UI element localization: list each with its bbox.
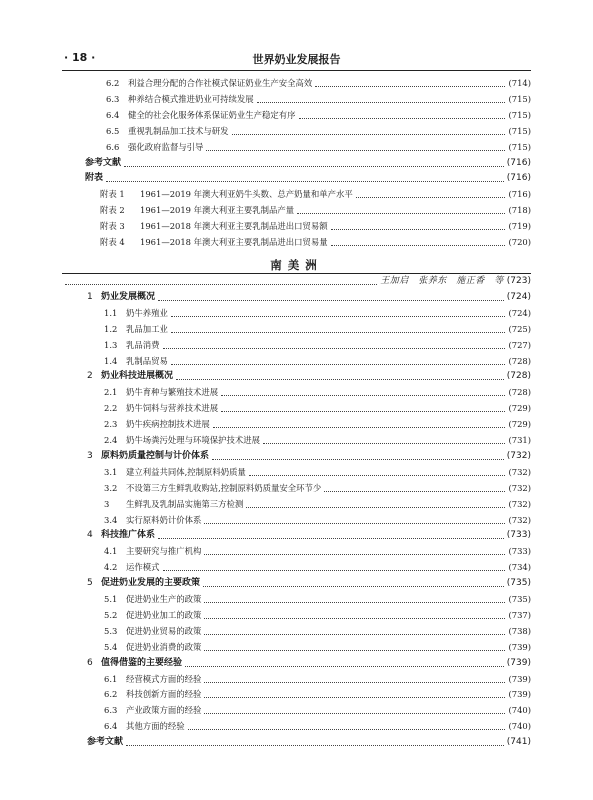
chapter-entry[interactable] (87, 527, 531, 543)
dot-leader (171, 364, 506, 365)
section-entry[interactable] (104, 512, 531, 528)
toc-entry-page: (724) (506, 291, 531, 302)
toc-entry-number: 附表 3 (100, 221, 125, 232)
toc-entry-number: 6.4 (106, 109, 120, 120)
dot-leader (171, 316, 506, 317)
toc-entry-label: 附表 (85, 173, 104, 184)
toc-entry-number: 6.6 (106, 141, 120, 152)
toc-entry-number: 附表 2 (100, 205, 125, 216)
dot-leader (204, 602, 505, 603)
dot-leader (221, 411, 505, 412)
toc-entry-number: 6.5 (106, 125, 120, 136)
toc-entry-label: 主要研究与推广机构 (126, 546, 202, 557)
toc-entry-number: 4.1 (104, 546, 118, 557)
toc-entry-page: (739) (508, 689, 531, 700)
section-entry[interactable] (104, 464, 531, 480)
toc-entry[interactable] (106, 107, 531, 123)
toc-entry-page: (739) (508, 641, 531, 652)
toc-entry-label: 实行原料奶计价体系 (126, 514, 202, 525)
dot-leader (65, 284, 377, 285)
dot-leader (206, 150, 505, 151)
references-entry[interactable] (87, 734, 531, 750)
dot-leader (356, 197, 506, 198)
toc-entry-number: 6.1 (104, 673, 118, 684)
toc-entry-page: (732) (508, 466, 531, 477)
toc-entry-number: 2.3 (104, 419, 118, 430)
toc-entry-label: 经营模式方面的经验 (126, 673, 202, 684)
toc-entry-label: 乳品消费 (126, 339, 160, 350)
toc-entry-page: (732) (508, 514, 531, 525)
toc-entry-label: 运作模式 (126, 562, 160, 573)
toc-entry-number: 1 (87, 291, 93, 302)
toc-entry-number: 1.2 (104, 323, 118, 334)
toc-entry-page: (728) (508, 355, 531, 366)
toc-entry-number: 3 (104, 498, 110, 509)
dot-leader (232, 134, 506, 135)
chapter-entry[interactable] (87, 289, 531, 305)
toc-entry-label: 奶业发展概况 (101, 291, 156, 302)
section-entry[interactable] (104, 432, 531, 448)
toc-entry-number: 附表 1 (100, 189, 125, 200)
toc-entry-number: 6.4 (104, 721, 118, 732)
toc-entry-page: (719) (508, 221, 531, 232)
toc-entry-page: (723) (506, 276, 531, 286)
dot-leader (204, 523, 505, 524)
toc-entry-label: 不设第三方生鲜乳收购站,控制原料奶质量安全环节少 (126, 482, 322, 493)
dot-leader (185, 666, 504, 667)
section-entry[interactable] (104, 321, 531, 337)
section-entry[interactable] (104, 559, 531, 575)
section-entry[interactable] (104, 671, 531, 687)
toc-entry-number: 5 (87, 578, 93, 589)
toc-entry-page: (716) (506, 173, 531, 184)
toc-entry-number: 6 (87, 657, 93, 668)
section-entry[interactable] (104, 639, 531, 655)
appendix-table-entry[interactable] (100, 234, 531, 250)
dot-leader (331, 229, 506, 230)
toc-entry-page: (728) (506, 371, 531, 382)
toc-entry-number: 1.4 (104, 355, 118, 366)
toc-entry-label: 奶牛育种与繁殖技术进展 (126, 387, 219, 398)
toc-entry-page: (740) (508, 721, 531, 732)
chapter-entry[interactable] (87, 575, 531, 591)
toc-entry-label: 生鲜乳及乳制品实施第三方检测 (126, 498, 244, 509)
toc-entry-label: 产业政策方面的经验 (126, 705, 202, 716)
dot-leader (212, 459, 504, 460)
toc-entry-page: (733) (508, 546, 531, 557)
dot-leader (163, 348, 506, 349)
toc-entry-page: (732) (508, 482, 531, 493)
toc-entry-number: 5.3 (104, 625, 118, 636)
toc-entry-label: 科技推广体系 (101, 530, 156, 541)
section-entry[interactable] (104, 353, 531, 369)
toc-entry-number: 2.4 (104, 435, 118, 445)
dot-leader (204, 713, 505, 714)
toc-entry-page: (735) (506, 578, 531, 589)
section-entry[interactable] (104, 591, 531, 607)
section-entry[interactable] (104, 384, 531, 400)
dot-leader (246, 507, 505, 508)
dot-leader (249, 475, 506, 476)
section-entry[interactable] (104, 480, 531, 496)
toc-entry-page: (728) (508, 387, 531, 398)
dot-leader (297, 213, 505, 214)
dot-leader (203, 586, 504, 587)
dot-leader (204, 554, 505, 555)
toc-entry-number: 3.4 (104, 514, 118, 525)
toc-entry-page: (716) (508, 189, 531, 200)
toc-entry[interactable] (106, 123, 531, 139)
dot-leader (106, 181, 504, 182)
dot-leader (158, 300, 504, 301)
toc-entry-page: (737) (508, 609, 531, 620)
references-entry[interactable] (85, 155, 531, 171)
toc-entry-label: 值得借鉴的主要经验 (101, 657, 183, 668)
chapter-entry[interactable] (87, 448, 531, 464)
toc-entry-label: 乳品加工业 (126, 323, 168, 334)
toc-entry-label: 1961—2019 年澳大利亚主要乳制品产量 (140, 205, 295, 216)
section-entry[interactable] (104, 305, 531, 321)
region-title: 南美洲 (270, 258, 323, 272)
section-entry[interactable] (104, 718, 531, 734)
dot-leader (299, 118, 506, 119)
toc-entry-label: 健全的社会化服务体系保证奶业生产稳定有序 (128, 109, 296, 120)
dot-leader (257, 102, 506, 103)
toc-entry-label: 促进奶业贸易的政策 (126, 625, 202, 636)
toc-entry-number: 4 (87, 530, 93, 541)
toc-entry-page: (729) (508, 403, 531, 414)
dot-leader (204, 618, 505, 619)
toc-entry-number: 附表 4 (100, 237, 125, 247)
toc-entry-number: 4.2 (104, 562, 118, 573)
dot-leader (204, 634, 505, 635)
toc-entry-label: 科技创新方面的经验 (126, 689, 202, 700)
toc-entry-page: (735) (508, 594, 531, 604)
dot-leader (331, 245, 506, 246)
running-title: 世界奶业发展报告 (252, 53, 341, 66)
section-entry[interactable] (104, 496, 531, 512)
toc-entry-label: 参考文献 (85, 157, 122, 168)
dot-leader (221, 395, 505, 396)
dot-leader (213, 427, 506, 428)
toc-entry-page: (718) (508, 205, 531, 216)
appendix-table-entry[interactable] (100, 202, 531, 218)
toc-entry-label: 1961—2018 年澳大利亚主要乳制品进出口贸易量 (140, 237, 328, 247)
page-number: · 18 · (64, 51, 96, 64)
section-entry[interactable] (104, 686, 531, 702)
toc-entry-page: (720) (508, 237, 531, 247)
toc-entry-page: (738) (508, 625, 531, 636)
toc-entry-number: 1.1 (104, 307, 118, 318)
toc-entry-page: (732) (508, 498, 531, 509)
toc-entry-label: 促进奶业发展的主要政策 (101, 578, 201, 589)
report-authors: 王加启 张养东 施正香 等 (380, 276, 504, 286)
toc-entry-label: 促进奶业加工的政策 (126, 609, 202, 620)
toc-entry-label: 利益合理分配的合作社模式保证奶业生产安全高效 (128, 78, 313, 88)
toc-entry-number: 5.1 (104, 594, 118, 604)
toc-entry-number: 3 (87, 450, 93, 461)
appendix-entry[interactable] (85, 170, 531, 186)
toc-entry-page: (724) (508, 307, 531, 318)
toc-entry-page: (732) (506, 450, 531, 461)
toc-entry-label: 促进奶业生产的政策 (126, 594, 202, 604)
toc-entry-label: 促进奶业消费的政策 (126, 641, 202, 652)
toc-entry-page: (714) (508, 78, 531, 88)
dot-leader (158, 538, 504, 539)
toc-entry-number: 2.2 (104, 403, 118, 414)
toc-entry-number: 6.3 (104, 705, 118, 716)
toc-entry-page: (734) (508, 562, 531, 573)
toc-entry-label: 1961—2019 年澳大利亚奶牛头数、总产奶量和单产水平 (140, 189, 353, 200)
toc-entry-page: (741) (506, 737, 531, 748)
dot-leader (263, 443, 505, 444)
toc-entry-page: (715) (508, 93, 531, 104)
toc-entry-page: (740) (508, 705, 531, 716)
toc-entry-number: 6.2 (106, 78, 120, 88)
section-entry[interactable] (104, 543, 531, 559)
dot-leader (204, 650, 505, 651)
section-entry[interactable] (104, 400, 531, 416)
toc-entry-number: 6.2 (104, 689, 118, 700)
toc-entry-number: 2.1 (104, 387, 118, 398)
toc-entry-label: 奶牛饲料与营养技术进展 (126, 403, 219, 414)
chapter-entry[interactable] (87, 368, 531, 384)
toc-entry-number: 3.2 (104, 482, 118, 493)
appendix-table-entry[interactable] (100, 186, 531, 202)
toc-entry-number: 6.3 (106, 93, 120, 104)
toc-entry-number: 3.1 (104, 466, 118, 477)
toc-entry-label: 建立利益共同体,控制原料奶质量 (126, 466, 246, 477)
toc-entry-label: 乳制品贸易 (126, 355, 168, 366)
dot-leader (324, 491, 505, 492)
toc-entry-page: (725) (508, 323, 531, 334)
toc-entry-number: 5.4 (104, 641, 118, 652)
toc-entry-page: (731) (508, 435, 531, 445)
toc-entry-page: (716) (506, 157, 531, 168)
section-entry[interactable] (104, 607, 531, 623)
report-title-entry[interactable] (62, 273, 531, 289)
section-entry[interactable] (104, 702, 531, 718)
chapter-entry[interactable] (87, 655, 531, 671)
dot-leader (204, 682, 505, 683)
toc-entry-label: 重视乳制品加工技术与研发 (128, 125, 229, 136)
dot-leader (171, 332, 506, 333)
section-entry[interactable] (104, 337, 531, 353)
toc-entry-label: 奶牛场粪污处理与环境保护技术进展 (126, 435, 260, 445)
dot-leader (176, 379, 504, 380)
toc-entry-page: (733) (506, 530, 531, 541)
section-entry[interactable] (104, 623, 531, 639)
toc-entry-label: 参考文献 (87, 737, 124, 748)
toc-entry-page: (727) (508, 339, 531, 350)
toc-entry-label: 1961—2018 年澳大利亚主要乳制品进出口贸易额 (140, 221, 328, 232)
toc-entry-page: (739) (506, 657, 531, 668)
toc-entry[interactable] (106, 91, 531, 107)
dot-leader (124, 166, 504, 167)
toc-entry-label: 种养结合模式推进奶业可持续发展 (128, 93, 254, 104)
section-entry[interactable] (104, 416, 531, 432)
toc-entry-label: 奶牛疾病控制技术进展 (126, 419, 210, 430)
toc-entry[interactable] (106, 75, 531, 91)
dot-leader (188, 729, 506, 730)
toc-entry-page: (715) (508, 125, 531, 136)
toc-entry-label: 奶牛养殖业 (126, 307, 168, 318)
toc-entry-label: 原料奶质量控制与计价体系 (101, 450, 210, 461)
toc-entry-number: 1.3 (104, 339, 118, 350)
dot-leader (204, 697, 505, 698)
toc-entry-label: 奶业科技进展概况 (101, 371, 174, 382)
toc-entry-label: 强化政府监督与引导 (128, 141, 204, 152)
dot-leader (315, 86, 505, 87)
toc-entry-label: 其他方面的经验 (126, 721, 185, 732)
appendix-table-entry[interactable] (100, 218, 531, 234)
dot-leader (126, 745, 504, 746)
toc-entry-page: (715) (508, 109, 531, 120)
toc-entry-number: 5.2 (104, 609, 118, 620)
toc-entry-page: (739) (508, 673, 531, 684)
toc-entry[interactable] (106, 139, 531, 155)
dot-leader (163, 570, 506, 571)
toc-entry-number: 2 (87, 371, 93, 382)
toc-entry-page: (715) (508, 141, 531, 152)
toc-entry-page: (729) (508, 419, 531, 430)
